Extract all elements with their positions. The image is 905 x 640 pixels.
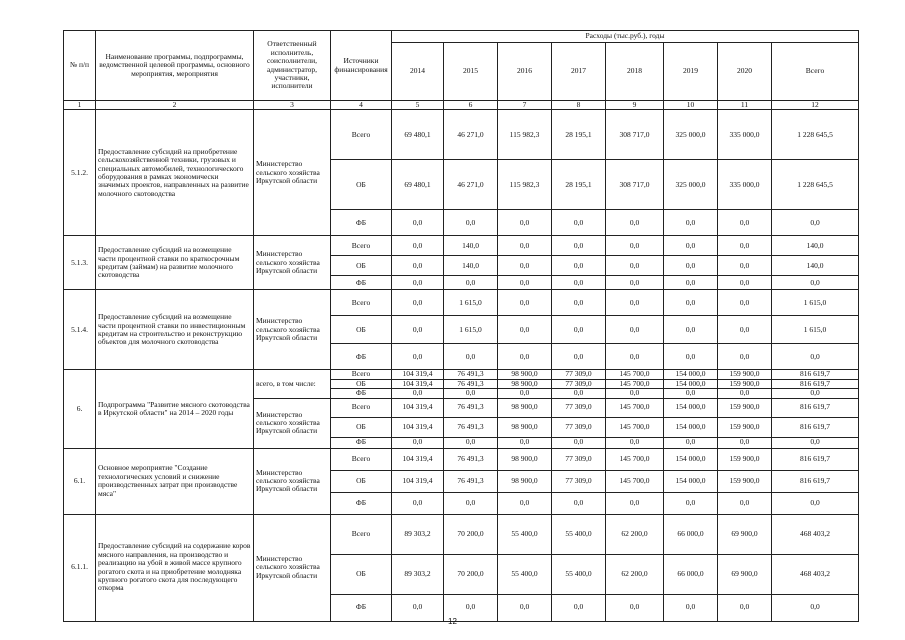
budget-table xyxy=(63,30,859,622)
amount-cell: 0,0 xyxy=(606,594,664,621)
header-year: 2017 xyxy=(552,43,606,101)
amount-cell: 104 319,4 xyxy=(392,370,444,379)
header-colnum-row xyxy=(64,101,859,110)
amount-cell: 159 900,0 xyxy=(718,448,772,470)
table-row xyxy=(64,514,859,554)
funding-source: Всего xyxy=(331,370,392,379)
amount-cell: 77 309,0 xyxy=(552,417,606,437)
amount-cell: 0,0 xyxy=(498,290,552,316)
amount-cell: 0,0 xyxy=(718,210,772,236)
amount-cell: 325 000,0 xyxy=(664,110,718,160)
item-executor: Министерство сельского хозяйства Иркутской области xyxy=(254,398,331,448)
item-name: Основное мероприятие "Создание технологических условий и снижение производственных затрат при производстве мяса" xyxy=(96,448,254,514)
item-name: Подпрограмма "Развитие мясного скотоводства в Иркутской области" на 2014 – 2020 годы xyxy=(96,370,254,448)
amount-cell: 0,0 xyxy=(498,594,552,621)
amount-cell: 0,0 xyxy=(552,256,606,276)
funding-source: ФБ xyxy=(331,389,392,398)
amount-cell: 1 228 645,5 xyxy=(772,160,859,210)
amount-cell: 55 400,0 xyxy=(552,514,606,554)
amount-cell: 159 900,0 xyxy=(718,417,772,437)
amount-cell: 104 319,4 xyxy=(392,448,444,470)
amount-cell: 0,0 xyxy=(772,276,859,290)
amount-cell: 816 619,7 xyxy=(772,417,859,437)
amount-cell: 145 700,0 xyxy=(606,398,664,417)
amount-cell: 76 491,3 xyxy=(444,379,498,388)
table-row xyxy=(64,236,859,256)
amount-cell: 55 400,0 xyxy=(552,554,606,594)
amount-cell: 62 200,0 xyxy=(606,554,664,594)
amount-cell: 69 480,1 xyxy=(392,160,444,210)
amount-cell: 0,0 xyxy=(606,316,664,344)
amount-cell: 0,0 xyxy=(772,492,859,514)
funding-source: ФБ xyxy=(331,437,392,448)
amount-cell: 0,0 xyxy=(772,344,859,370)
amount-cell: 0,0 xyxy=(392,290,444,316)
amount-cell: 76 491,3 xyxy=(444,417,498,437)
amount-cell: 0,0 xyxy=(664,256,718,276)
amount-cell: 55 400,0 xyxy=(498,514,552,554)
amount-cell: 0,0 xyxy=(392,492,444,514)
amount-cell: 98 900,0 xyxy=(498,417,552,437)
item-executor: Министерство сельского хозяйства Иркутской области xyxy=(254,110,331,236)
amount-cell: 0,0 xyxy=(392,437,444,448)
amount-cell: 69 480,1 xyxy=(392,110,444,160)
amount-cell: 154 000,0 xyxy=(664,448,718,470)
table-row xyxy=(64,448,859,470)
amount-cell: 308 717,0 xyxy=(606,160,664,210)
amount-cell: 0,0 xyxy=(664,492,718,514)
amount-cell: 816 619,7 xyxy=(772,379,859,388)
amount-cell: 0,0 xyxy=(718,256,772,276)
amount-cell: 77 309,0 xyxy=(552,448,606,470)
amount-cell: 0,0 xyxy=(772,437,859,448)
amount-cell: 154 000,0 xyxy=(664,398,718,417)
amount-cell: 0,0 xyxy=(498,236,552,256)
item-number: 5.1.4. xyxy=(64,290,96,370)
header-exec: Ответственный исполнитель, соисполнители, администратор, участники, исполнители xyxy=(254,31,331,101)
amount-cell: 1 615,0 xyxy=(772,316,859,344)
amount-cell: 69 900,0 xyxy=(718,514,772,554)
column-number: 9 xyxy=(606,101,664,110)
amount-cell: 0,0 xyxy=(498,344,552,370)
funding-source: Всего xyxy=(331,398,392,417)
column-number: 3 xyxy=(254,101,331,110)
amount-cell: 0,0 xyxy=(392,256,444,276)
header-num: № п/п xyxy=(64,31,96,101)
funding-source: ФБ xyxy=(331,594,392,621)
amount-cell: 0,0 xyxy=(444,210,498,236)
amount-cell: 0,0 xyxy=(444,389,498,398)
amount-cell: 0,0 xyxy=(552,290,606,316)
amount-cell: 335 000,0 xyxy=(718,160,772,210)
header-year: 2015 xyxy=(444,43,498,101)
amount-cell: 46 271,0 xyxy=(444,160,498,210)
item-number: 5.1.2. xyxy=(64,110,96,236)
funding-source: ФБ xyxy=(331,344,392,370)
amount-cell: 77 309,0 xyxy=(552,398,606,417)
column-number: 8 xyxy=(552,101,606,110)
amount-cell: 145 700,0 xyxy=(606,379,664,388)
amount-cell: 308 717,0 xyxy=(606,110,664,160)
amount-cell: 154 000,0 xyxy=(664,370,718,379)
amount-cell: 145 700,0 xyxy=(606,417,664,437)
amount-cell: 0,0 xyxy=(392,210,444,236)
amount-cell: 154 000,0 xyxy=(664,417,718,437)
amount-cell: 76 491,3 xyxy=(444,470,498,492)
funding-source: ОБ xyxy=(331,554,392,594)
amount-cell: 89 303,2 xyxy=(392,554,444,594)
amount-cell: 0,0 xyxy=(444,276,498,290)
amount-cell: 468 403,2 xyxy=(772,514,859,554)
funding-source: Всего xyxy=(331,514,392,554)
amount-cell: 0,0 xyxy=(498,276,552,290)
item-name: Предоставление субсидий на содержание коров мясного направления, на производство и реализацию на убой в живой массе крупного рогатого скота и на приобретение молодняка крупного рогатого скота для последующего откорма xyxy=(96,514,254,621)
amount-cell: 98 900,0 xyxy=(498,448,552,470)
amount-cell: 816 619,7 xyxy=(772,448,859,470)
amount-cell: 0,0 xyxy=(718,316,772,344)
amount-cell: 77 309,0 xyxy=(552,470,606,492)
amount-cell: 335 000,0 xyxy=(718,110,772,160)
amount-cell: 0,0 xyxy=(552,276,606,290)
amount-cell: 69 900,0 xyxy=(718,554,772,594)
amount-cell: 154 000,0 xyxy=(664,379,718,388)
amount-cell: 154 000,0 xyxy=(664,470,718,492)
item-number: 6. xyxy=(64,370,96,448)
amount-cell: 0,0 xyxy=(772,389,859,398)
funding-source: ОБ xyxy=(331,417,392,437)
amount-cell: 0,0 xyxy=(606,290,664,316)
funding-source: Всего xyxy=(331,448,392,470)
funding-source: ФБ xyxy=(331,210,392,236)
amount-cell: 115 982,3 xyxy=(498,160,552,210)
amount-cell: 0,0 xyxy=(498,492,552,514)
amount-cell: 0,0 xyxy=(718,290,772,316)
amount-cell: 0,0 xyxy=(444,492,498,514)
column-number: 6 xyxy=(444,101,498,110)
amount-cell: 0,0 xyxy=(718,437,772,448)
amount-cell: 55 400,0 xyxy=(498,554,552,594)
table-row xyxy=(64,290,859,316)
amount-cell: 0,0 xyxy=(718,344,772,370)
funding-source: ОБ xyxy=(331,316,392,344)
funding-source: Всего xyxy=(331,236,392,256)
header-name: Наименование программы, подпрограммы, ведомственной целевой программы, основного мероприятия, мероприятия xyxy=(96,31,254,101)
amount-cell: 98 900,0 xyxy=(498,398,552,417)
amount-cell: 0,0 xyxy=(444,594,498,621)
amount-cell: 62 200,0 xyxy=(606,514,664,554)
amount-cell: 46 271,0 xyxy=(444,110,498,160)
funding-source: ФБ xyxy=(331,492,392,514)
amount-cell: 0,0 xyxy=(664,316,718,344)
funding-source: Всего xyxy=(331,290,392,316)
amount-cell: 104 319,4 xyxy=(392,417,444,437)
amount-cell: 77 309,0 xyxy=(552,370,606,379)
amount-cell: 0,0 xyxy=(606,344,664,370)
amount-cell: 76 491,3 xyxy=(444,370,498,379)
amount-cell: 0,0 xyxy=(606,492,664,514)
amount-cell: 0,0 xyxy=(664,389,718,398)
amount-cell: 1 615,0 xyxy=(772,290,859,316)
amount-cell: 0,0 xyxy=(392,236,444,256)
column-number: 10 xyxy=(664,101,718,110)
column-number: 5 xyxy=(392,101,444,110)
amount-cell: 0,0 xyxy=(606,276,664,290)
page-number: 12 xyxy=(448,617,457,626)
amount-cell: 0,0 xyxy=(444,344,498,370)
amount-cell: 816 619,7 xyxy=(772,470,859,492)
funding-source: ОБ xyxy=(331,470,392,492)
amount-cell: 104 319,4 xyxy=(392,398,444,417)
amount-cell: 0,0 xyxy=(392,316,444,344)
table-row xyxy=(64,110,859,160)
amount-cell: 0,0 xyxy=(664,594,718,621)
amount-cell: 89 303,2 xyxy=(392,514,444,554)
funding-source: ОБ xyxy=(331,256,392,276)
amount-cell: 0,0 xyxy=(392,344,444,370)
amount-cell: 70 200,0 xyxy=(444,514,498,554)
amount-cell: 66 000,0 xyxy=(664,554,718,594)
amount-cell: 140,0 xyxy=(772,256,859,276)
amount-cell: 98 900,0 xyxy=(498,370,552,379)
amount-cell: 76 491,3 xyxy=(444,398,498,417)
header-expenses: Расходы (тыс.руб.), годы xyxy=(392,31,859,43)
column-number: 11 xyxy=(718,101,772,110)
amount-cell: 98 900,0 xyxy=(498,470,552,492)
amount-cell: 140,0 xyxy=(444,256,498,276)
funding-source: ОБ xyxy=(331,379,392,388)
item-name: Предоставление субсидий на возмещение части процентной ставки по инвестиционным кредитам на строительство и реконструкцию объектов для молочного скотоводства xyxy=(96,290,254,370)
amount-cell: 0,0 xyxy=(392,594,444,621)
item-name: Предоставление субсидий на приобретение сельскохозяйственной техники, грузовых и специальных автомобилей, технологического оборудования в рамках экономически значимых проектов, направленных на развитие молочного скотоводства xyxy=(96,110,254,236)
amount-cell: 816 619,7 xyxy=(772,398,859,417)
amount-cell: 115 982,3 xyxy=(498,110,552,160)
amount-cell: 0,0 xyxy=(664,437,718,448)
item-number: 5.1.3. xyxy=(64,236,96,290)
amount-cell: 140,0 xyxy=(772,236,859,256)
amount-cell: 0,0 xyxy=(392,276,444,290)
amount-cell: 0,0 xyxy=(552,344,606,370)
header-year: 2014 xyxy=(392,43,444,101)
column-number: 2 xyxy=(96,101,254,110)
amount-cell: 0,0 xyxy=(498,437,552,448)
table-row xyxy=(64,370,859,379)
amount-cell: 0,0 xyxy=(552,316,606,344)
column-number: 12 xyxy=(772,101,859,110)
funding-source: Всего xyxy=(331,110,392,160)
funding-source: ФБ xyxy=(331,276,392,290)
amount-cell: 0,0 xyxy=(498,389,552,398)
column-number: 4 xyxy=(331,101,392,110)
item-number: 6.1.1. xyxy=(64,514,96,621)
amount-cell: 0,0 xyxy=(718,276,772,290)
amount-cell: 0,0 xyxy=(552,492,606,514)
amount-cell: 0,0 xyxy=(606,210,664,236)
amount-cell: 0,0 xyxy=(718,389,772,398)
amount-cell: 28 195,1 xyxy=(552,110,606,160)
column-number: 7 xyxy=(498,101,552,110)
amount-cell: 0,0 xyxy=(552,236,606,256)
amount-cell: 70 200,0 xyxy=(444,554,498,594)
amount-cell: 0,0 xyxy=(606,437,664,448)
amount-cell: 1 615,0 xyxy=(444,290,498,316)
amount-cell: 159 900,0 xyxy=(718,398,772,417)
item-executor: Министерство сельского хозяйства Иркутской области xyxy=(254,514,331,621)
amount-cell: 0,0 xyxy=(606,236,664,256)
amount-cell: 0,0 xyxy=(772,594,859,621)
item-executor: Министерство сельского хозяйства Иркутской области xyxy=(254,236,331,290)
amount-cell: 0,0 xyxy=(718,492,772,514)
amount-cell: 0,0 xyxy=(552,594,606,621)
amount-cell: 104 319,4 xyxy=(392,379,444,388)
funding-source: ОБ xyxy=(331,160,392,210)
amount-cell: 159 900,0 xyxy=(718,370,772,379)
header-source: Источники финансирования xyxy=(331,31,392,101)
amount-cell: 0,0 xyxy=(392,389,444,398)
amount-cell: 468 403,2 xyxy=(772,554,859,594)
amount-cell: 0,0 xyxy=(664,236,718,256)
amount-cell: 0,0 xyxy=(664,290,718,316)
column-number: 1 xyxy=(64,101,96,110)
header-year: 2020 xyxy=(718,43,772,101)
amount-cell: 98 900,0 xyxy=(498,379,552,388)
header-year: 2016 xyxy=(498,43,552,101)
header-year: 2019 xyxy=(664,43,718,101)
amount-cell: 0,0 xyxy=(606,256,664,276)
amount-cell: 0,0 xyxy=(498,256,552,276)
amount-cell: 28 195,1 xyxy=(552,160,606,210)
item-name: Предоставление субсидий на возмещение части процентной ставки по краткосрочным кредитам (займам) на развитие молочного скотоводства xyxy=(96,236,254,290)
amount-cell: 0,0 xyxy=(664,276,718,290)
amount-cell: 0,0 xyxy=(664,210,718,236)
amount-cell: 76 491,3 xyxy=(444,448,498,470)
amount-cell: 816 619,7 xyxy=(772,370,859,379)
amount-cell: 0,0 xyxy=(498,210,552,236)
amount-cell: 1 615,0 xyxy=(444,316,498,344)
amount-cell: 0,0 xyxy=(772,210,859,236)
amount-cell: 159 900,0 xyxy=(718,470,772,492)
item-executor: всего, в том числе: xyxy=(254,370,331,398)
amount-cell: 0,0 xyxy=(444,437,498,448)
amount-cell: 159 900,0 xyxy=(718,379,772,388)
amount-cell: 0,0 xyxy=(552,437,606,448)
amount-cell: 104 319,4 xyxy=(392,470,444,492)
amount-cell: 77 309,0 xyxy=(552,379,606,388)
amount-cell: 145 700,0 xyxy=(606,448,664,470)
amount-cell: 1 228 645,5 xyxy=(772,110,859,160)
header-year: Всего xyxy=(772,43,859,101)
amount-cell: 145 700,0 xyxy=(606,370,664,379)
header-year: 2018 xyxy=(606,43,664,101)
amount-cell: 0,0 xyxy=(552,389,606,398)
item-executor: Министерство сельского хозяйства Иркутской области xyxy=(254,448,331,514)
amount-cell: 0,0 xyxy=(664,344,718,370)
amount-cell: 325 000,0 xyxy=(664,160,718,210)
amount-cell: 0,0 xyxy=(606,389,664,398)
amount-cell: 66 000,0 xyxy=(664,514,718,554)
item-executor: Министерство сельского хозяйства Иркутской области xyxy=(254,290,331,370)
item-number: 6.1. xyxy=(64,448,96,514)
amount-cell: 0,0 xyxy=(718,236,772,256)
amount-cell: 145 700,0 xyxy=(606,470,664,492)
amount-cell: 140,0 xyxy=(444,236,498,256)
amount-cell: 0,0 xyxy=(498,316,552,344)
amount-cell: 0,0 xyxy=(552,210,606,236)
amount-cell: 0,0 xyxy=(718,594,772,621)
